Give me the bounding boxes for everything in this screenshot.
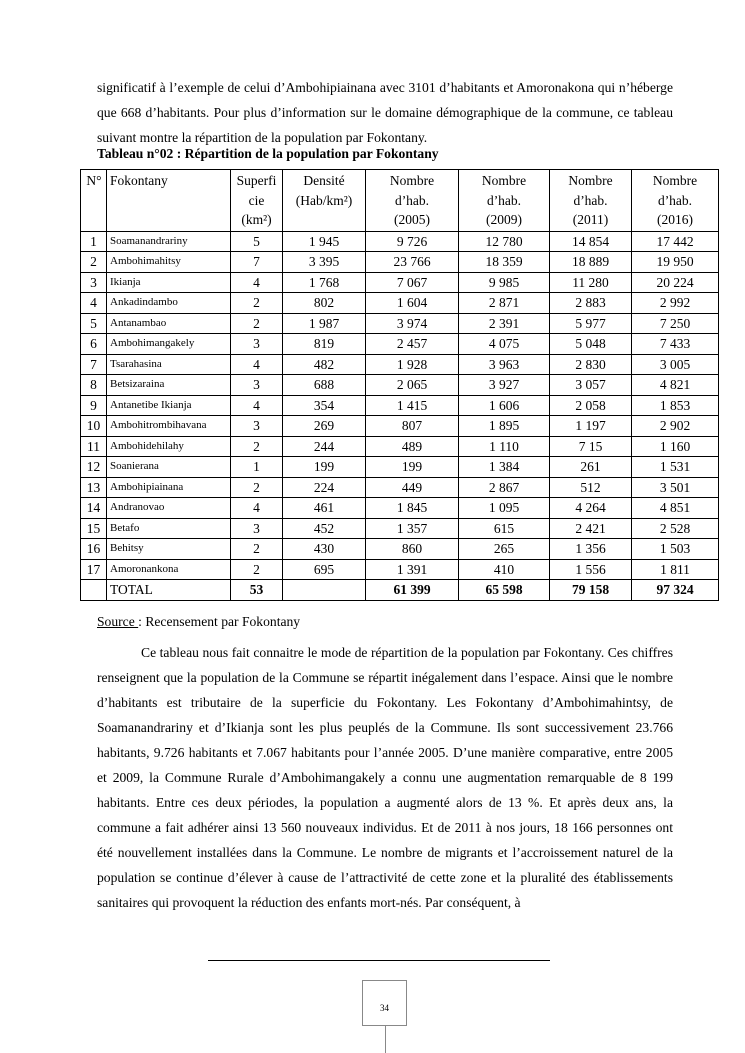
- table-cell: Antanambao: [107, 313, 231, 334]
- table-cell: 1 811: [632, 559, 719, 580]
- page-number-connector: [385, 1025, 386, 1053]
- column-header-line: N°: [86, 173, 102, 188]
- column-header-line: Nombre: [481, 173, 527, 188]
- table-cell: 7 250: [632, 313, 719, 334]
- column-header-line: d’hab.: [573, 192, 608, 208]
- table-row: [81, 252, 719, 273]
- table-cell: 3 395: [283, 252, 366, 273]
- table-cell: 4: [231, 272, 283, 293]
- table-cell: 2: [231, 436, 283, 457]
- table-cell: 1 945: [283, 231, 366, 252]
- table-cell: 2 528: [632, 518, 719, 539]
- table-cell: 1 110: [459, 436, 550, 457]
- table-cell: 244: [283, 436, 366, 457]
- column-header: [632, 170, 719, 232]
- table-cell: 1 503: [632, 539, 719, 560]
- table-cell: 14 854: [550, 231, 632, 252]
- table-cell: 807: [366, 416, 459, 437]
- table-cell: 2: [231, 313, 283, 334]
- total-cell: 53: [231, 580, 283, 601]
- table-cell: 23 766: [366, 252, 459, 273]
- table-cell: Amoronankona: [107, 559, 231, 580]
- table-cell: 410: [459, 559, 550, 580]
- table-row: [81, 354, 719, 375]
- table-cell: 1 987: [283, 313, 366, 334]
- table-cell: 7: [81, 354, 107, 375]
- table-cell: 4: [231, 395, 283, 416]
- table-cell: 3 963: [459, 354, 550, 375]
- table-cell: 2 867: [459, 477, 550, 498]
- table-cell: 7 15: [550, 436, 632, 457]
- source-text: : Recensement par Fokontany: [138, 614, 301, 629]
- table-caption: Tableau n°02 : Répartition de la population par Fokontany: [97, 146, 439, 161]
- table-cell: 2 058: [550, 395, 632, 416]
- table-cell: 1 391: [366, 559, 459, 580]
- table-cell: 7: [231, 252, 283, 273]
- total-cell: 61 399: [366, 580, 459, 601]
- table-cell: 1 606: [459, 395, 550, 416]
- table-row: [81, 436, 719, 457]
- table-cell: 2 902: [632, 416, 719, 437]
- table-cell: Ambohitrombihavana: [107, 416, 231, 437]
- table-row: [81, 539, 719, 560]
- table-cell: 802: [283, 293, 366, 314]
- table-cell: 615: [459, 518, 550, 539]
- table-cell: 12 780: [459, 231, 550, 252]
- table-cell: 3 005: [632, 354, 719, 375]
- table-cell: 11: [81, 436, 107, 457]
- total-cell: 79 158: [550, 580, 632, 601]
- table-cell: 1 384: [459, 457, 550, 478]
- table-cell: 5 977: [550, 313, 632, 334]
- total-cell: 97 324: [632, 580, 719, 601]
- column-header: [459, 170, 550, 232]
- table-cell: 3: [231, 518, 283, 539]
- table-cell: Ambohidehilahy: [107, 436, 231, 457]
- table-cell: 1 357: [366, 518, 459, 539]
- table-cell: 199: [366, 457, 459, 478]
- column-header-line: Nombre: [652, 173, 698, 188]
- column-header-line: Densité: [303, 173, 345, 188]
- column-header-line: (2005): [394, 212, 430, 227]
- column-header-line: (km²): [241, 212, 272, 227]
- table-cell: Andranovao: [107, 498, 231, 519]
- total-cell: 65 598: [459, 580, 550, 601]
- table-cell: 17: [81, 559, 107, 580]
- source-note: [97, 614, 300, 630]
- table-cell: 1 928: [366, 354, 459, 375]
- table-cell: 2: [231, 293, 283, 314]
- table-row: [81, 559, 719, 580]
- table-cell: 4: [231, 498, 283, 519]
- table-cell: 2: [231, 477, 283, 498]
- table-cell: 9 726: [366, 231, 459, 252]
- table-cell: 1 604: [366, 293, 459, 314]
- body-paragraph: Ce tableau nous fait connaitre le mode de répartition de la population par Fokontany. Ces chiffres renseignent que la population de la Commune se répartit inégalement dans l’espace. Ainsi que le nombre d’habitants est tributaire de la superficie du Fokontany. Les Fokontany d’Ambohimahintsy, de Soamanandrariny et d’Ikianja sont les plus peuplés de la Commune. Ils sont successivement 23.766 habitants, 9.726 habitants et 7.067 habitants pour l’année 2005. D’une manière comparative, entre 2005 et 2009, la Commune Rurale d’Ambohimangakely a connu une augmentation remarquable de 8 199 habitants. Entre ces deux périodes, la population a augmenté alors de 13 %. Et après deux ans, la commune a fait adhérer ainsi 13 560 nouveaux individus. Et de 2011 à nos jours, 18 166 personnes ont été nouvellement installées dans la Commune. Le nombre de migrants et l’accroissement naturel de la population se continue d’élever à cause de l’attractivité de cette zone et la pluralité des établissements sanitaires qui provoquent la réduction des enfants mort-nés. Par conséquent, à: [97, 645, 673, 910]
- table-cell: 2 457: [366, 334, 459, 355]
- table-cell: 269: [283, 416, 366, 437]
- footnote-separator: [208, 960, 550, 961]
- table-cell: 20 224: [632, 272, 719, 293]
- table-row: [81, 375, 719, 396]
- table-cell: 4: [231, 354, 283, 375]
- table-cell: 452: [283, 518, 366, 539]
- intro-paragraph: significatif à l’exemple de celui d’Ambohipiainana avec 3101 d’habitants et Amoronakona qui n’héberge que 668 d’habitants. Pour plus d’information sur le domaine démographique de la commune, ce tableau suivant montre la répartition de la population par Fokontany.: [97, 80, 673, 145]
- table-cell: 3: [231, 416, 283, 437]
- table-row: [81, 498, 719, 519]
- table-cell: 13: [81, 477, 107, 498]
- table-cell: 688: [283, 375, 366, 396]
- table-cell: 19 950: [632, 252, 719, 273]
- table-cell: 2 871: [459, 293, 550, 314]
- column-header-line: Nombre: [568, 173, 613, 188]
- table-cell: 2 391: [459, 313, 550, 334]
- table-cell: 461: [283, 498, 366, 519]
- column-header: [366, 170, 459, 232]
- table-cell: 3 927: [459, 375, 550, 396]
- table-row: [81, 313, 719, 334]
- column-header: [81, 170, 107, 232]
- column-header-line: d’hab.: [657, 192, 693, 208]
- table-row: [81, 293, 719, 314]
- table-cell: 8: [81, 375, 107, 396]
- population-table: [80, 169, 719, 601]
- column-header-line: (2009): [486, 212, 522, 227]
- table-cell: 10: [81, 416, 107, 437]
- column-header: [231, 170, 283, 232]
- table-cell: 819: [283, 334, 366, 355]
- table-cell: Soamanandrariny: [107, 231, 231, 252]
- table-cell: Ikianja: [107, 272, 231, 293]
- table-cell: 18 359: [459, 252, 550, 273]
- column-header-line: (2011): [572, 212, 609, 227]
- table-row: [81, 272, 719, 293]
- page-number: 34: [362, 980, 407, 1026]
- table-cell: 2: [81, 252, 107, 273]
- table-cell: 1 531: [632, 457, 719, 478]
- table-cell: 4 264: [550, 498, 632, 519]
- table-cell: 512: [550, 477, 632, 498]
- table-cell: 1 895: [459, 416, 550, 437]
- table-cell: 3 501: [632, 477, 719, 498]
- table-cell: Soanierana: [107, 457, 231, 478]
- table-cell: 2 065: [366, 375, 459, 396]
- column-header-line: Superfi: [236, 173, 277, 188]
- table-cell: 5 048: [550, 334, 632, 355]
- table-cell: 4 851: [632, 498, 719, 519]
- table-cell: 1 356: [550, 539, 632, 560]
- table-cell: 2 883: [550, 293, 632, 314]
- table-cell: 1: [231, 457, 283, 478]
- table-row: [81, 395, 719, 416]
- table-row: [81, 518, 719, 539]
- table-cell: 4: [81, 293, 107, 314]
- table-cell: 354: [283, 395, 366, 416]
- column-header-line: d’hab.: [394, 192, 430, 208]
- table-cell: 9 985: [459, 272, 550, 293]
- table-cell: 489: [366, 436, 459, 457]
- table-cell: 4 075: [459, 334, 550, 355]
- table-cell: 18 889: [550, 252, 632, 273]
- table-cell: 1 095: [459, 498, 550, 519]
- column-header-line: cie: [248, 192, 265, 208]
- total-cell: [283, 580, 366, 601]
- table-cell: Betsizaraina: [107, 375, 231, 396]
- table-cell: 14: [81, 498, 107, 519]
- table-cell: 860: [366, 539, 459, 560]
- table-cell: 5: [81, 313, 107, 334]
- table-cell: Behitsy: [107, 539, 231, 560]
- table-cell: 1 415: [366, 395, 459, 416]
- table-row: [81, 231, 719, 252]
- table-cell: 1: [81, 231, 107, 252]
- table-cell: 3 974: [366, 313, 459, 334]
- table-cell: Ambohimahitsy: [107, 252, 231, 273]
- table-cell: 2: [231, 559, 283, 580]
- table-row: [81, 334, 719, 355]
- table-cell: 2 421: [550, 518, 632, 539]
- table-cell: Ambohipiainana: [107, 477, 231, 498]
- table-cell: Ambohimangakely: [107, 334, 231, 355]
- table-cell: 1 845: [366, 498, 459, 519]
- table-row: [81, 477, 719, 498]
- table-cell: 5: [231, 231, 283, 252]
- table-cell: 1 197: [550, 416, 632, 437]
- table-cell: Tsarahasina: [107, 354, 231, 375]
- column-header: [550, 170, 632, 232]
- table-cell: 2 830: [550, 354, 632, 375]
- column-header-line: (2016): [657, 212, 693, 227]
- column-header-line: Fokontany: [110, 173, 168, 188]
- table-cell: 3 057: [550, 375, 632, 396]
- table-cell: Antanetibe Ikianja: [107, 395, 231, 416]
- table-cell: Ankadindambo: [107, 293, 231, 314]
- table-cell: 430: [283, 539, 366, 560]
- column-header-line: (Hab/km²): [295, 192, 353, 208]
- table-cell: 6: [81, 334, 107, 355]
- table-cell: 1 853: [632, 395, 719, 416]
- column-header-line: Nombre: [389, 173, 435, 188]
- table-cell: 2 992: [632, 293, 719, 314]
- table-cell: 4 821: [632, 375, 719, 396]
- column-header: [107, 170, 231, 232]
- column-header-line: d’hab.: [486, 192, 522, 208]
- source-label: Source: [97, 614, 139, 629]
- table-cell: Betafo: [107, 518, 231, 539]
- table-cell: 12: [81, 457, 107, 478]
- table-cell: 2: [231, 539, 283, 560]
- table-cell: 16: [81, 539, 107, 560]
- total-cell: [81, 580, 107, 601]
- table-cell: 11 280: [550, 272, 632, 293]
- table-cell: 199: [283, 457, 366, 478]
- table-cell: 482: [283, 354, 366, 375]
- table-cell: 1 768: [283, 272, 366, 293]
- table-header-row: [81, 170, 719, 232]
- table-row: [81, 416, 719, 437]
- table-cell: 7 067: [366, 272, 459, 293]
- table-row: [81, 457, 719, 478]
- table-cell: 7 433: [632, 334, 719, 355]
- table-cell: 17 442: [632, 231, 719, 252]
- table-cell: 261: [550, 457, 632, 478]
- table-cell: 1 556: [550, 559, 632, 580]
- column-header: [283, 170, 366, 232]
- table-cell: 695: [283, 559, 366, 580]
- table-cell: 3: [81, 272, 107, 293]
- total-row: [81, 580, 719, 601]
- table-cell: 3: [231, 334, 283, 355]
- table-cell: 1 160: [632, 436, 719, 457]
- table-cell: 449: [366, 477, 459, 498]
- table-cell: 224: [283, 477, 366, 498]
- table-cell: 9: [81, 395, 107, 416]
- table-cell: 15: [81, 518, 107, 539]
- total-cell: TOTAL: [107, 580, 231, 601]
- table-cell: 265: [459, 539, 550, 560]
- table-cell: 3: [231, 375, 283, 396]
